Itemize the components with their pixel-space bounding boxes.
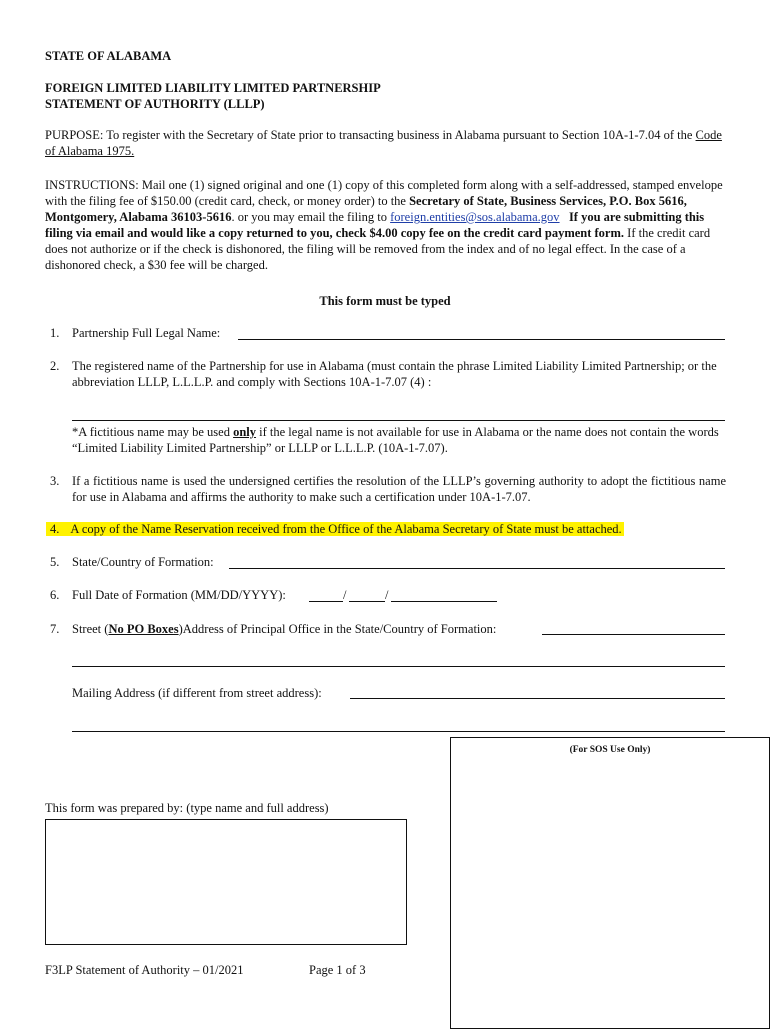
instructions-text-1: INSTRUCTIONS: Mail one (1) signed original and one (1) copy of this completed form along with a self-addressed, stamped envelope with the filing fee of $150.00 (credit card, check, or money order) to the bbox=[45, 178, 723, 208]
legal-name-field[interactable] bbox=[238, 339, 725, 340]
formation-state-label: State/Country of Formation: bbox=[72, 555, 214, 569]
email-link[interactable]: foreign.entities@sos.alabama.gov bbox=[390, 210, 560, 224]
must-be-typed-notice: This form must be typed bbox=[319, 294, 451, 308]
code-of-alabama-link: Code of Alabama 1975. bbox=[45, 128, 722, 158]
street-label-text-1: Street ( bbox=[72, 622, 109, 636]
email-copy-note: If you are submitting this filing via email and would like a copy returned to you, check $4.00 copy fee on the credit card payment form. bbox=[45, 210, 705, 240]
formation-month-field[interactable] bbox=[309, 601, 343, 602]
note-text-1: *A fictitious name may be used bbox=[72, 425, 234, 439]
purpose-paragraph bbox=[45, 127, 725, 159]
item-2-number: 2. bbox=[50, 359, 60, 373]
page-number: Page 1 of 3 bbox=[309, 963, 366, 977]
item-6-number: 6. bbox=[50, 588, 60, 602]
fictitious-name-note bbox=[72, 424, 726, 456]
mailing-address: Secretary of State, Business Services, P.O. Box 5616, Montgomery, Alabama 36103-5616 bbox=[45, 194, 687, 224]
instructions-text-3: If the credit card does not authorize or if the check is dishonored, the filing will be removed from the index and of no legal effect. In the case of a dishonored check, a $30 fee will be charged. bbox=[45, 226, 711, 272]
item-4-highlight bbox=[46, 521, 686, 537]
name-reservation-requirement: A copy of the Name Reservation received from the Office of the Alabama Secretary of State must be attached. bbox=[62, 522, 623, 536]
street-address-field-line-2[interactable] bbox=[72, 666, 725, 667]
formation-year-field[interactable] bbox=[391, 601, 497, 602]
note-text-2: if the legal name is not available for use in Alabama or the name does not contain the words “Limited Liability Limited Partnership” or LLLP or L.L.L.P. (10A-1-7.07). bbox=[72, 425, 719, 455]
purpose-text: PURPOSE: To register with the Secretary of State prior to transacting business in Alabama pursuant to Section 10A-1-7.04 of the bbox=[45, 128, 696, 142]
street-address-field[interactable] bbox=[542, 634, 725, 635]
instructions-paragraph bbox=[45, 177, 725, 273]
formation-day-field[interactable] bbox=[349, 601, 385, 602]
item-5-number: 5. bbox=[50, 555, 60, 569]
mailing-address-field[interactable] bbox=[350, 698, 725, 699]
street-label-text-2: )Address of Principal Office in the State/Country of Formation: bbox=[178, 622, 497, 636]
formation-state-field[interactable] bbox=[229, 568, 725, 569]
date-separator-2: / bbox=[385, 588, 389, 602]
date-separator-1: / bbox=[343, 588, 347, 602]
formation-date-label: Full Date of Formation (MM/DD/YYYY): bbox=[72, 588, 286, 602]
registered-name-text: The registered name of the Partnership for use in Alabama (must contain the phrase Limited Liability Limited Partnership; or the abbreviation LLLP, L.L.L.P. and comply with Sections 10A-1-7.07 (4) : bbox=[72, 359, 717, 389]
form-title-line2: STATEMENT OF AUTHORITY (LLLP) bbox=[45, 97, 265, 111]
prepared-by-label: This form was prepared by: (type name and full address) bbox=[45, 801, 329, 815]
fictitious-name-certification: If a fictitious name is used the undersigned certifies the resolution of the LLLP’s governing authority to adopt the fictitious name for use in Alabama and affirms the authority to make such a certification under 10A-1-7.07. bbox=[72, 474, 726, 504]
mailing-address-field-line-2[interactable] bbox=[72, 731, 725, 732]
form-title-line1: FOREIGN LIMITED LIABILITY LIMITED PARTNERSHIP bbox=[45, 81, 381, 95]
item-4-number: 4. bbox=[46, 522, 62, 536]
note-only-emphasis: only bbox=[233, 425, 257, 439]
item-1-number: 1. bbox=[50, 326, 60, 340]
form-id: F3LP Statement of Authority – 01/2021 bbox=[45, 963, 244, 977]
registered-name-field[interactable] bbox=[72, 420, 725, 421]
mailing-address-label: Mailing Address (if different from street address): bbox=[72, 686, 322, 700]
item-3-number: 3. bbox=[50, 474, 60, 488]
sos-use-label: (For SOS Use Only) bbox=[569, 745, 651, 755]
state-heading: STATE OF ALABAMA bbox=[45, 49, 172, 63]
sos-use-box bbox=[450, 737, 770, 1029]
prepared-by-box[interactable] bbox=[45, 819, 407, 945]
legal-name-label: Partnership Full Legal Name: bbox=[72, 326, 221, 340]
street-address-label bbox=[72, 621, 496, 637]
item-7-number: 7. bbox=[50, 622, 60, 636]
no-po-boxes-emphasis: No PO Boxes bbox=[108, 622, 179, 636]
instructions-text-2: . or you may email the filing to bbox=[231, 210, 391, 224]
